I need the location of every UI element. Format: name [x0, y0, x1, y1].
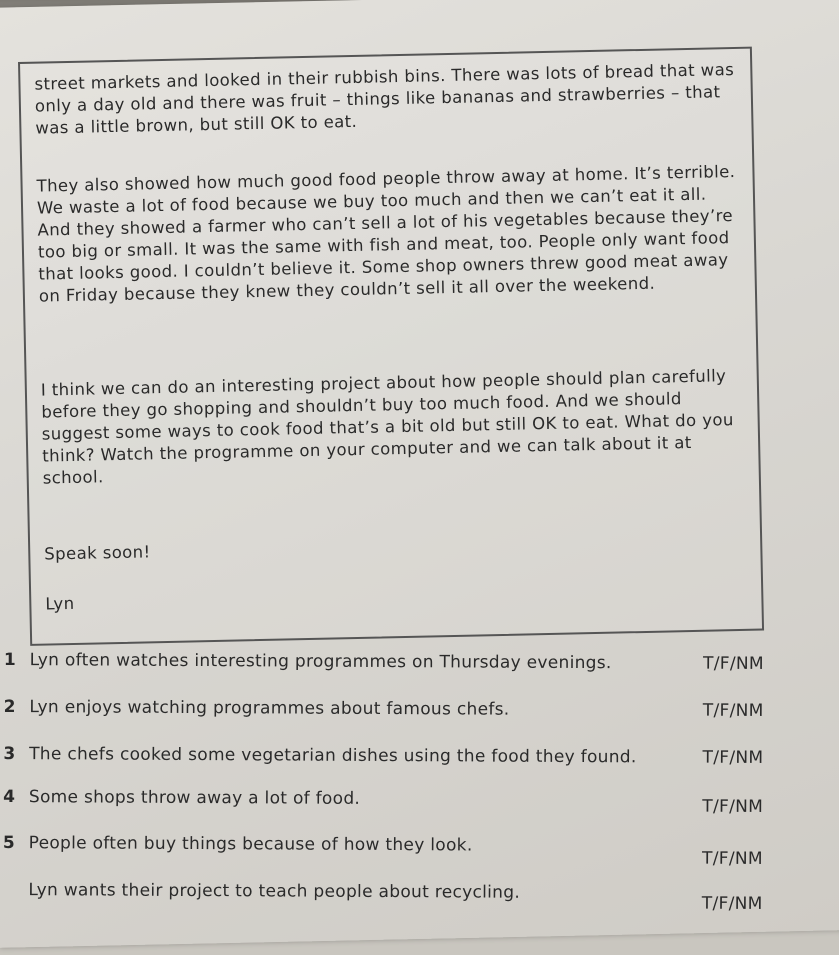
- answer-options[interactable]: T/F/NM: [703, 654, 764, 674]
- question-text: Some shops throw away a lot of food.: [29, 787, 360, 809]
- question-list: [0, 640, 790, 921]
- question-text: Lyn often watches interesting programmes on Thursday evenings.: [30, 650, 612, 673]
- letter-signoff: Speak soon!: [44, 529, 744, 566]
- question-text: The chefs cooked some vegetarian dishes using the food they found.: [29, 744, 637, 767]
- answer-options[interactable]: T/F/NM: [702, 849, 763, 869]
- question-text: Lyn wants their project to teach people about recycling.: [28, 880, 520, 903]
- question-1: [4, 650, 784, 674]
- answer-options[interactable]: T/F/NM: [703, 748, 764, 768]
- letter-signature: Lyn: [45, 579, 745, 616]
- question-4: [3, 787, 783, 811]
- question-number: 1: [4, 650, 24, 670]
- letter-paragraph-1: street markets and looked in their rubbish bins. There was lots of bread that was only a day old and there was fruit – things like bananas and strawberries – that was a little brown, but still OK to eat.: [34, 59, 735, 140]
- answer-options[interactable]: T/F/NM: [702, 894, 763, 914]
- letter-paragraph-3: I think we can do an interesting project about how people should plan carefully before they go shopping and shouldn’t buy too much food. And we should suggest some ways to cook food that’s a bit old but still OK to eat. What do you think? Watch the programme on your computer and we can talk about it at school.: [41, 365, 743, 490]
- question-text: People often buy things because of how they look.: [29, 833, 473, 855]
- letter-box: [18, 47, 764, 646]
- question-5: [3, 833, 783, 857]
- answer-options[interactable]: T/F/NM: [703, 701, 764, 721]
- question-number: 4: [3, 787, 23, 807]
- question-2: [4, 697, 784, 721]
- letter-paragraph-2: They also showed how much good food people throw away at home. It’s terrible. We waste a lot of food because we buy too much and then we can’t eat it all. And they showed a farmer who can’t sell a lot of his vegetables because they’re too big or small. It was the same with fish and meat, too. People only want food that looks good. I couldn’t believe it. Some shop owners threw good meat away on Friday because they knew they couldn’t sell it all over the weekend.: [36, 161, 739, 308]
- question-number: 2: [4, 697, 24, 717]
- question-number: 5: [3, 833, 23, 853]
- question-6: [3, 880, 783, 904]
- question-text: Lyn enjoys watching programmes about famous chefs.: [29, 697, 509, 720]
- answer-options[interactable]: T/F/NM: [702, 797, 763, 817]
- question-3: [3, 744, 783, 768]
- question-number: 3: [3, 744, 23, 764]
